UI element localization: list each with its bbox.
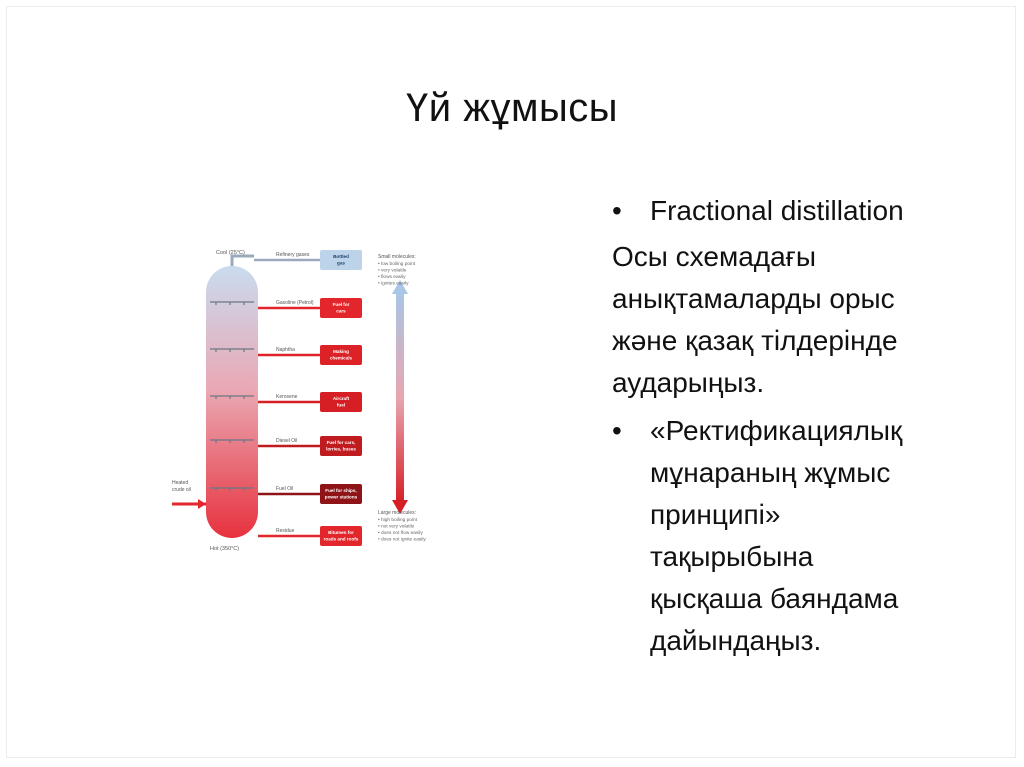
small-molecules-item: • ignites easily — [378, 281, 409, 287]
fraction-use-label: lorries, buses — [326, 446, 356, 452]
large-molecules-item: • does not ignite easily — [378, 537, 426, 543]
bottom-temperature-label: Hot (350°C) — [210, 546, 240, 552]
fraction-use-label: Bottled — [333, 254, 349, 259]
slide-title: Үй жұмысы — [406, 86, 618, 130]
paragraph-line: Осы схемадағы — [612, 241, 817, 272]
small-molecules-item: • very volatile — [378, 268, 407, 274]
bullet-line: дайындаңыз. — [650, 625, 822, 656]
fraction-use-label: chemicals — [329, 355, 353, 361]
paragraph-line: аударыңыз. — [612, 367, 765, 398]
bullet-line: мұнараның жұмыс — [650, 457, 891, 488]
fraction-use-label: fuel — [336, 402, 346, 408]
bullet-text: Fractional distillation — [650, 195, 904, 226]
fractional-distillation-diagram — [170, 236, 434, 566]
distillation-column — [206, 266, 258, 538]
large-molecules-item: • does not flow easily — [378, 531, 423, 536]
fraction-use-label: power stations — [324, 494, 358, 500]
small-molecules-item: • flows easily — [378, 275, 406, 280]
fraction-use-label: gas — [337, 260, 345, 266]
small-molecules-heading: Small molecules: — [378, 254, 416, 260]
diagram-svg — [170, 236, 434, 566]
bullet-line: принципі» — [650, 499, 781, 530]
fraction-name: Residue — [276, 528, 295, 534]
bullet-line: тақырыбына — [650, 541, 814, 572]
top-temperature-label: Cool (25°C) — [216, 250, 245, 256]
fraction-use-label: Aircraft — [332, 396, 350, 401]
fraction-use-label: Bitumen for — [328, 530, 354, 535]
fraction-name: Kerosene — [276, 394, 298, 400]
homework-text — [612, 190, 982, 662]
bullet-fractional-distillation — [612, 190, 982, 232]
bullet-text — [650, 410, 902, 662]
large-molecules-item: • not very volatile — [378, 524, 415, 530]
crude-oil-label: Heated — [172, 480, 189, 486]
paragraph-line: және қазақ тілдерінде — [612, 325, 898, 356]
paragraph-line: анықтамаларды орыс — [612, 283, 895, 314]
fraction-use-label: Making — [333, 349, 349, 354]
crude-oil-label: crude oil — [172, 487, 191, 493]
instruction-paragraph — [612, 236, 982, 404]
bullet-line: қысқаша баяндама — [650, 583, 899, 614]
fraction-use-label: cars — [336, 308, 346, 314]
large-molecules-item: • high boiling point — [378, 518, 418, 523]
small-molecules-item: • low boiling point — [378, 262, 416, 267]
fraction-use-label: roads and roofs — [323, 536, 359, 542]
fraction-name: Gasoline (Petrol) — [276, 300, 314, 306]
large-molecules-heading: Large molecules: — [378, 510, 417, 516]
fraction-name: Fuel Oil — [276, 486, 294, 492]
bullet-dot: • — [612, 195, 622, 226]
fraction-name: Refinery gases — [276, 252, 310, 258]
fraction-use-label: Fuel for cars, — [326, 440, 356, 445]
fraction-name: Diesel Oil — [276, 438, 298, 444]
bullet-line: «Ректификациялық — [650, 415, 903, 446]
fraction-use-label: Fuel for ships, — [325, 488, 357, 493]
fraction-use-label: Fuel for — [332, 302, 350, 307]
bullet-report-topic — [612, 410, 982, 662]
gradient-arrow — [396, 292, 404, 504]
bullet-dot: • — [612, 415, 622, 446]
fraction-name: Naphtha — [276, 347, 295, 353]
